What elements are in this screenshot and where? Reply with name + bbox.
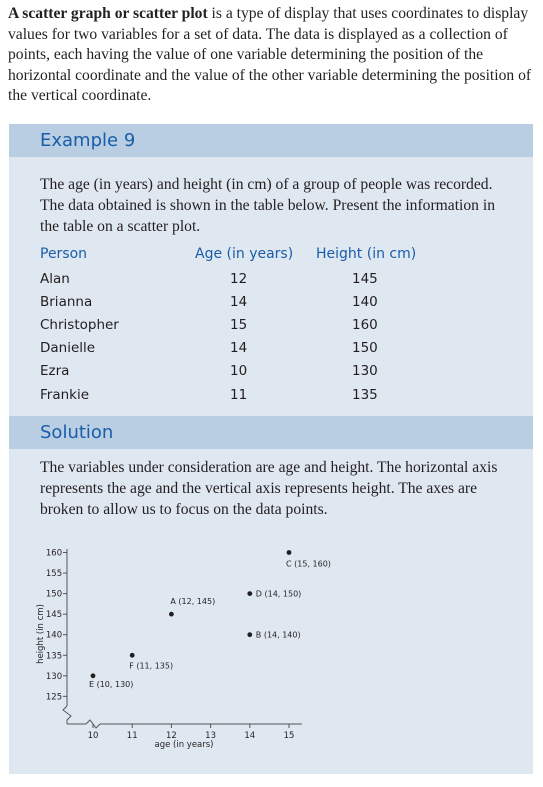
data-point: [130, 653, 135, 658]
solution-text: The variables under consideration are age and height. The horizontal axis represents the age and the vertical axis represents height. The axes are broken to allow us to focus on the data points.: [40, 459, 498, 518]
person-height: 145: [352, 271, 378, 287]
person-name: Alan: [40, 271, 70, 287]
data-point-label: C (15, 160): [286, 559, 331, 569]
data-point-label: D (14, 150): [255, 589, 302, 599]
data-point-label: E (10, 130): [89, 679, 134, 689]
scatter-term: A scatter graph or scatter plot: [8, 5, 208, 22]
x-tick-label: 12: [165, 731, 177, 741]
table-header-height: Height (in cm): [316, 246, 417, 262]
person-height: 130: [352, 363, 378, 379]
person-name: Christopher: [40, 317, 119, 333]
person-age: 10: [230, 363, 248, 379]
person-age: 14: [230, 294, 248, 310]
data-point: [247, 591, 252, 596]
person-name: Danielle: [40, 340, 96, 356]
y-tick-label: 140: [45, 630, 63, 641]
scatter-chart: [9, 124, 533, 774]
person-height: 135: [352, 387, 378, 403]
x-axis-title: age (in years): [154, 740, 214, 750]
person-height: 140: [352, 294, 378, 310]
x-tick-label: 11: [126, 731, 138, 741]
y-tick-label: 125: [45, 692, 63, 703]
example-box: [9, 124, 533, 774]
y-tick-label: 155: [45, 569, 63, 580]
intro-text: is a type of display that uses coordinates to display values for two variables for a set of data. The data is displayed as a collection of points, each having the value of one variable determining the position of the horizontal coordinate and the value of the other variable determining the position of the vertical coordinate.: [8, 5, 532, 104]
intro-paragraph: [8, 4, 536, 107]
x-tick-label: 15: [283, 731, 295, 741]
data-point: [91, 673, 96, 678]
y-tick-label: 135: [45, 651, 63, 662]
y-axis-break: [63, 706, 71, 724]
y-tick-label: 145: [45, 610, 63, 621]
person-name: Frankie: [40, 387, 90, 403]
data-point: [287, 550, 292, 555]
person-age: 14: [230, 340, 248, 356]
person-height: 150: [352, 340, 378, 356]
table-header-age: Age (in years): [195, 246, 294, 262]
person-name: Ezra: [40, 363, 70, 379]
data-point: [169, 612, 174, 617]
example-problem-text: The age (in years) and height (in cm) of a group of people was recorded. The data obtained is shown in the table below. Present the information in the table on a scatter plot.: [40, 176, 495, 235]
y-tick-label: 150: [45, 589, 63, 600]
data-point-label: B (14, 140): [255, 630, 301, 640]
person-age: 12: [230, 271, 248, 287]
person-name: Brianna: [40, 294, 93, 310]
person-age: 11: [230, 387, 248, 403]
data-point-label: A (12, 145): [170, 597, 216, 607]
solution-title: Solution: [40, 422, 114, 443]
x-tick-label: 10: [87, 731, 99, 741]
y-axis-title: height (in cm): [36, 604, 46, 664]
person-height: 160: [352, 317, 378, 333]
person-age: 15: [230, 317, 248, 333]
data-point: [247, 632, 252, 637]
y-tick-label: 160: [45, 548, 63, 559]
data-point-label: F (11, 135): [129, 661, 174, 671]
x-tick-label: 14: [244, 731, 256, 741]
table-header-person: Person: [40, 246, 88, 262]
example-title: Example 9: [40, 130, 136, 151]
y-tick-label: 130: [45, 671, 63, 682]
x-tick-label: 13: [205, 731, 217, 741]
